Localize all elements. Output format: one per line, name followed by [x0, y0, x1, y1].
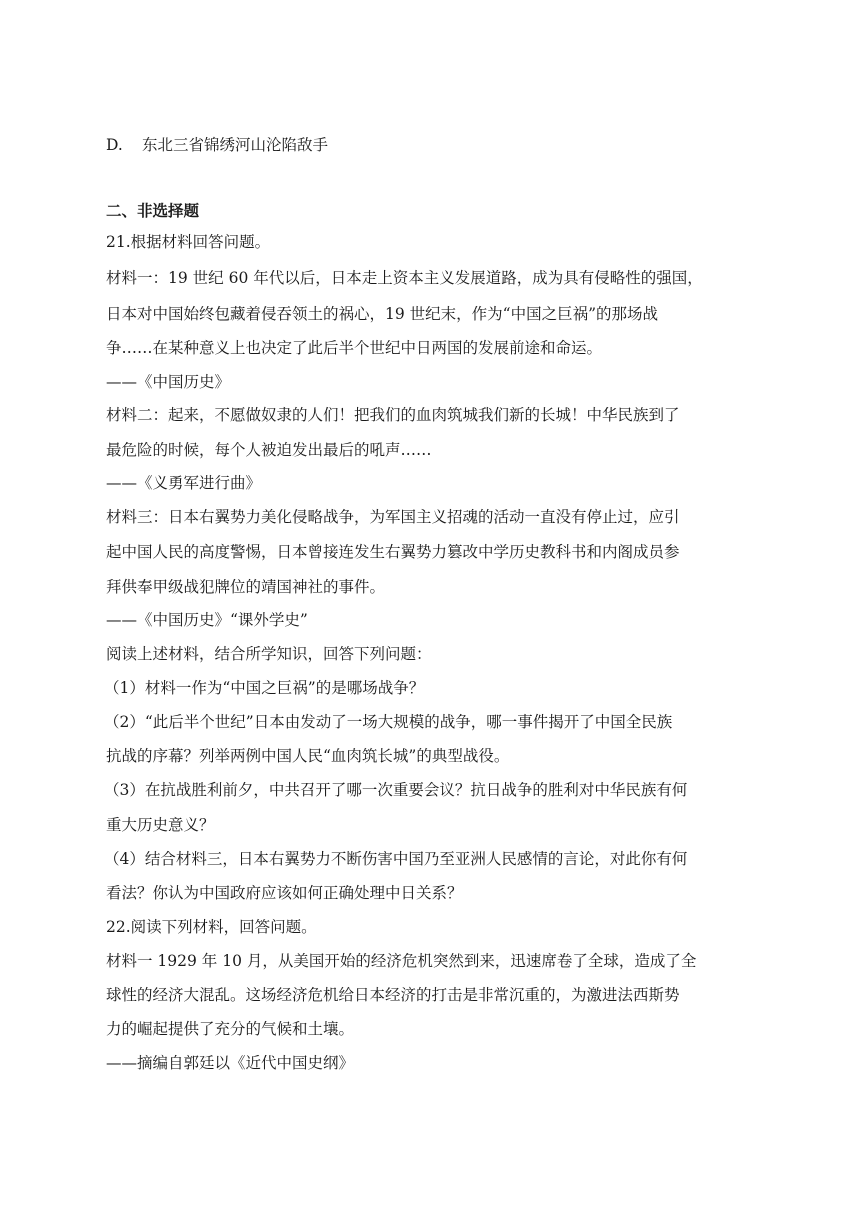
- q21-material2-line2: 最危险的时候，每个人被迫发出最后的吼声……: [106, 441, 432, 459]
- q21-source1: ——《中国历史》: [106, 373, 231, 391]
- q22-heading: 22.阅读下列材料，回答问题。: [106, 918, 317, 936]
- q21-sub1: （1）材料一作为“中国之巨祸”的是哪场战争？: [104, 679, 425, 697]
- section-title: 二、非选择题: [106, 201, 200, 220]
- option-d-text: 东北三省锦绣河山沦陷敌手: [142, 136, 329, 154]
- q21-material1-line3: 争……在某种意义上也决定了此后半个世纪中日两国的发展前途和命运。: [106, 339, 603, 357]
- q21-sub2-line1: （2）“此后半个世纪”日本由发动了一场大规模的战争，哪一事件揭开了中国全民族: [104, 713, 673, 731]
- q21-material3-line3: 拜供奉甲级战犯牌位的靖国神社的事件。: [106, 578, 386, 596]
- q21-sub4-line2: 看法？你认为中国政府应该如何正确处理中日关系？: [106, 884, 463, 902]
- q21-material3-line2: 起中国人民的高度警惕，日本曾接连发生右翼势力篡改中学历史教科书和内阁成员参: [106, 543, 680, 561]
- q21-material3-line1: 材料三：日本右翼势力美化侵略战争，为军国主义招魂的活动一直没有停止过，应引: [106, 508, 680, 526]
- q21-sub4-line1: （4）结合材料三，日本右翼势力不断伤害中国乃至亚洲人民感情的言论，对此你有何: [104, 850, 688, 868]
- option-d: [106, 133, 328, 155]
- q21-heading: 21.根据材料回答问题。: [106, 233, 271, 251]
- option-d-letter: D.: [106, 136, 123, 154]
- q21-instruction: 阅读上述材料，结合所学知识，回答下列问题：: [106, 645, 432, 663]
- q22-source1: ——摘编自郭廷以《近代中国史纲》: [106, 1054, 355, 1072]
- q22-material1-line3: 力的崛起提供了充分的气候和土壤。: [106, 1020, 355, 1038]
- q21-material1-line2: 日本对中国始终包藏着侵吞领土的祸心，19 世纪末，作为“中国之巨祸”的那场战: [106, 305, 659, 323]
- q21-source2: ——《义勇军进行曲》: [106, 474, 262, 492]
- q21-sub3-line2: 重大历史意义？: [106, 816, 215, 834]
- q22-material1-line2: 球性的经济大混乱。这场经济危机给日本经济的打击是非常沉重的，为激进法西斯势: [106, 986, 680, 1004]
- q21-sub2-line2: 抗战的序幕？列举两例中国人民“血肉筑长城”的典型战役。: [106, 747, 510, 765]
- q22-material1-line1: 材料一 1929 年 10 月，从美国开始的经济危机突然到来，迅速席卷了全球，造成了全: [106, 952, 697, 970]
- q21-sub3-line1: （3）在抗战胜利前夕，中共召开了哪一次重要会议？抗日战争的胜利对中华民族有何: [104, 781, 688, 799]
- q21-source3: ——《中国历史》“课外学史”: [106, 611, 308, 629]
- q21-material1-line1: 材料一：19 世纪 60 年代以后，日本走上资本主义发展道路，成为具有侵略性的强国，: [106, 269, 703, 287]
- q21-material2-line1: 材料二：起来，不愿做奴隶的人们！把我们的血肉筑城我们新的长城！中华民族到了: [106, 406, 680, 424]
